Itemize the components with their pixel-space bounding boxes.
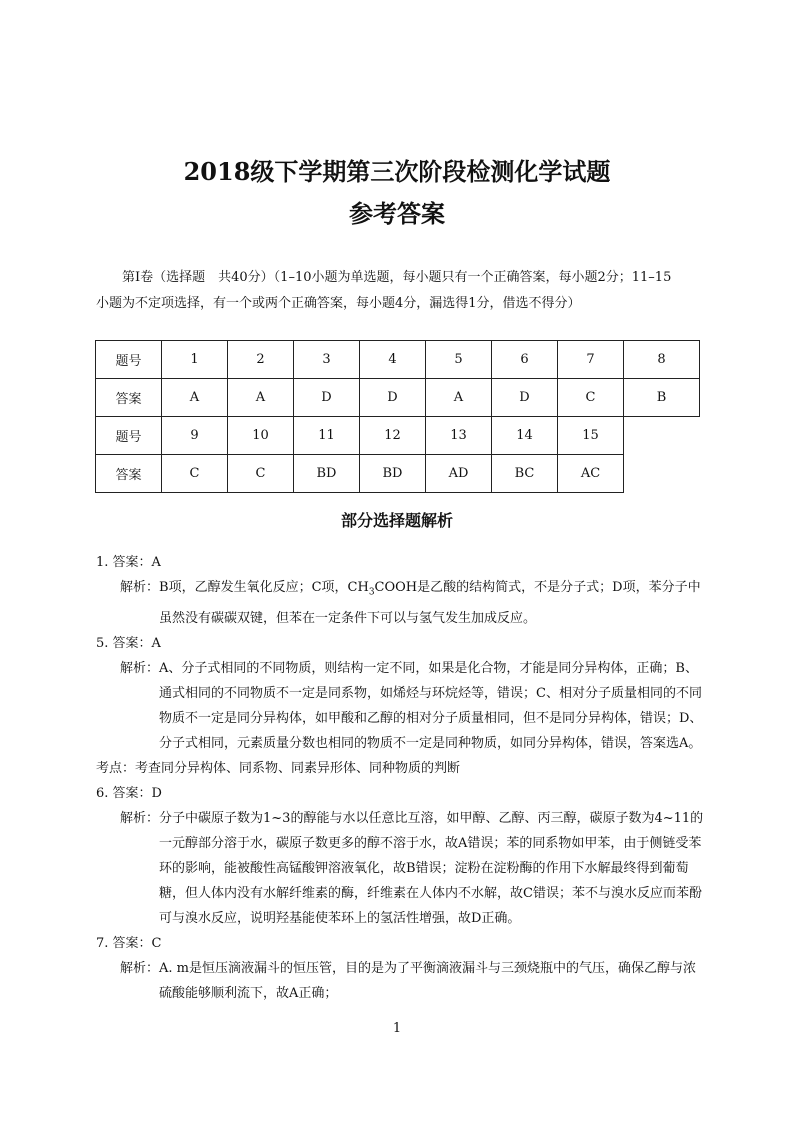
table-cell: 14 [492,417,558,455]
explanation-block [120,806,704,931]
section-intro [96,265,700,317]
answer-line: 6. 答案：D [96,785,162,801]
answer-table [95,340,700,493]
answer-line: 7. 答案：C [96,935,162,951]
table-cell: A [426,379,492,417]
table-cell: 9 [162,417,228,455]
table-cell: 4 [360,341,426,379]
page-title: 2018级下学期第三次阶段检测化学试题 [183,157,611,186]
explanation-text: 分子中碳原子数为1~3的醇能与水以任意比互溶，如甲醇、乙醇、丙三醇，碳原子数为4~11的一元醇部分溶于水，碳原子数更多的醇不溶于水，故A错误；苯的同系物如甲苯，由于侧链受苯环的影响，能被酸性高锰酸钾溶液氧化，故B错误；淀粉在淀粉酶的作用下水解最终得到葡萄糖，但人体内没有水解纤维素的酶，纤维素在人体内不水解，故C错误；苯不与溴水反应而苯酚可与溴水反应，说明羟基能使苯环上的氢活性增强，故D正确。 [159,810,704,926]
table-cell: A [162,379,228,417]
page-number: 1 [392,1021,402,1036]
table-cell: D [294,379,360,417]
table-cell: AC [558,455,624,493]
explanation-block [120,575,704,631]
explanations [96,550,704,1006]
explanation-label: 解析： [120,580,160,595]
table-cell: 6 [492,341,558,379]
table-cell: 15 [558,417,624,455]
table-empty-cell [624,417,700,455]
table-cell: D [492,379,558,417]
explanation-label: 解析： [120,960,160,976]
table-cell: 7 [558,341,624,379]
section-title: 部分选择题解析 [340,511,453,530]
explanation-label: 解析： [120,810,160,826]
explanation-block [120,956,704,1006]
table-cell: D [360,379,426,417]
table-row [96,455,700,493]
table-row [96,341,700,379]
table-cell: C [228,455,294,493]
table-cell: 2 [228,341,294,379]
explanation-text: A、分子式相同的不同物质，则结构一定不同，如果是化合物，才能是同分异构体，正确；B、通式相同的不同物质不一定是同系物，如烯烃与环烷烃等，错误；C、相对分子质量相同的不同物质不一定是同分异构体，如甲酸和乙醇的相对分子质量相同，但不是同分异构体，错误；D、分子式相同，元素质量分数也相同的物质不一定是同种物质，如同分异构体，错误，答案选A。 [159,660,703,751]
table-cell: BC [492,455,558,493]
explanation-text: A. m是恒压滴液漏斗的恒压管，目的是为了平衡滴液漏斗与三颈烧瓶中的气压，确保乙醇与浓硫酸能够顺利流下，故A正确； [159,960,696,1001]
explanation-text: B项，乙醇发生氧化反应；C项，$CH_3COOH$是乙酸的结构简式，不是分子式；D项，苯分子中虽然没有碳碳双键，但苯在一定条件下可以与氢气发生加成反应。 [159,580,701,626]
table-cell: C [558,379,624,417]
explanation-label: 解析： [120,660,160,676]
page-subtitle: 参考答案 [349,199,445,228]
table-header-cell: 题号 [96,341,162,379]
table-cell: 5 [426,341,492,379]
intro-line-2: 小题为不定项选择，有一个或两个正确答案，每小题4分，漏选得1分，借选不得分） [96,296,581,311]
table-cell: 1 [162,341,228,379]
table-cell: BD [294,455,360,493]
table-row [96,379,700,417]
table-header-cell: 题号 [96,417,162,455]
table-empty-cell [624,455,700,493]
table-cell: AD [426,455,492,493]
table-cell: B [624,379,700,417]
kaodian-line: 考点：考查同分异构体、同系物、同素异形体、同种物质的判断 [96,760,461,776]
answer-line: 5. 答案：A [96,635,161,651]
answer-line: 1. 答案：A [96,555,161,570]
table-header-cell: 答案 [96,455,162,493]
table-cell: 12 [360,417,426,455]
table-header-cell: 答案 [96,379,162,417]
table-cell: A [228,379,294,417]
table-cell: C [162,455,228,493]
table-cell: 13 [426,417,492,455]
table-cell: 8 [624,341,700,379]
table-cell: BD [360,455,426,493]
intro-line-1: 第Ⅰ卷（选择题 共40分）（1–10小题为单选题，每小题只有一个正确答案，每小题2分；11–15 [122,270,672,285]
explanation-block [120,656,704,756]
table-row [96,417,700,455]
table-cell: 3 [294,341,360,379]
table-cell: 11 [294,417,360,455]
table-cell: 10 [228,417,294,455]
